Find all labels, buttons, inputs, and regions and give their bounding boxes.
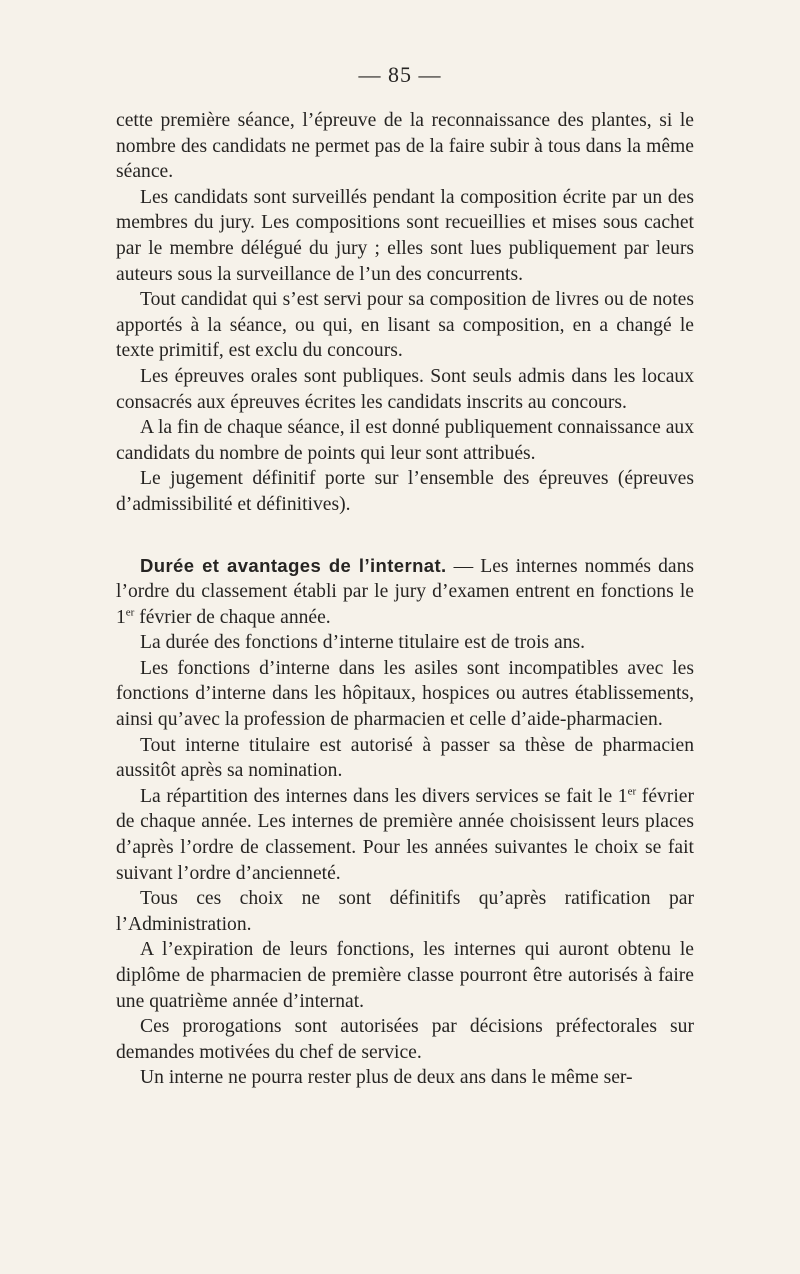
allocation-text-before: La répartition des internes dans les divers services se fait le 1 [140,785,628,807]
paragraph-incompatibility: Les fonctions d’interne dans les asiles sont incompatibles avec les fonctions d’interne dans les hôpitaux, hospices ou autres établissements, ainsi qu’avec la profession de pharmacien et celle d’aide-pharmacien. [116,657,694,731]
paragraph-points: A la fin de chaque séance, il est donné publiquement connaissance aux candidats du nombre de points qui leur sont attribués. [116,417,694,464]
paragraph-thesis: Tout interne titulaire est autorisé à passer sa thèse de pharmacien aussitôt après sa nomination. [116,734,694,782]
section-heading: Durée et avantages de l’internat. [140,554,447,576]
paragraph-continuation: cette première séance, l’épreuve de la reconnaissance des plantes, si le nombre des candidats ne permet pas de la faire subir à tous dans la même séance. [116,110,694,183]
paragraph-surveillance: Les candidats sont surveillés pendant la composition écrite par un des membres du jury. Les compositions sont recueillies et mises sous cachet par le membre délégué du jury ; elles sont lues publiquement par leurs auteurs sous la surveillance de l’un des concurrents. [116,186,694,285]
lead-text-after: février de chaque année. [134,606,331,628]
paragraph-duration: La durée des fonctions d’interne titulaire est de trois ans. [140,632,586,654]
paragraph-exclusion: Tout candidat qui s’est servi pour sa composition de livres ou de notes apportés à la séance, ou qui, en lisant sa composition, en a changé le texte primitif, est exclu du concours. [116,289,694,362]
allocation-text-after: février de chaque année. Les internes de première année choisissent leurs places d’après l’ordre de classement. Pour les années suivantes le choix se fait suivant l’ordre d’ancienneté. [116,785,694,884]
paragraph-expiration: A l’expiration de leurs fonctions, les internes qui auront obtenu le diplôme de pharmacien de première classe pourront être autorisés à faire une quatrième année d’internat. [116,939,694,1012]
paragraph-ratification: Tous ces choix ne sont définitifs qu’après ratification par l’Administration. [116,888,694,935]
lead-text-before: — Les internes nommés dans l’ordre du classement établi par le jury d’examen entrent en fonctions le 1 [116,555,694,628]
paragraph-limit: Un interne ne pourra rester plus de deux ans dans le même ser- [140,1067,633,1089]
allocation-superscript: er [627,785,637,798]
page-number: — 85 — [358,62,442,87]
paragraph-allocation [116,784,694,886]
body-text [116,108,694,1091]
paragraph-judgement: Le jugement définitif porte sur l’ensemble des épreuves (épreuves d’admissibilité et définitives). [116,468,694,515]
section-lead-paragraph [116,553,694,631]
lead-superscript: er [125,606,135,619]
paragraph-oral-exams: Les épreuves orales sont publiques. Sont seuls admis dans les locaux consacrés aux épreuves écrites les candidats inscrits au concours. [116,365,694,413]
paragraph-prorogations: Ces prorogations sont autorisées par décisions préfectorales sur demandes motivées du chef de service. [116,1016,694,1063]
